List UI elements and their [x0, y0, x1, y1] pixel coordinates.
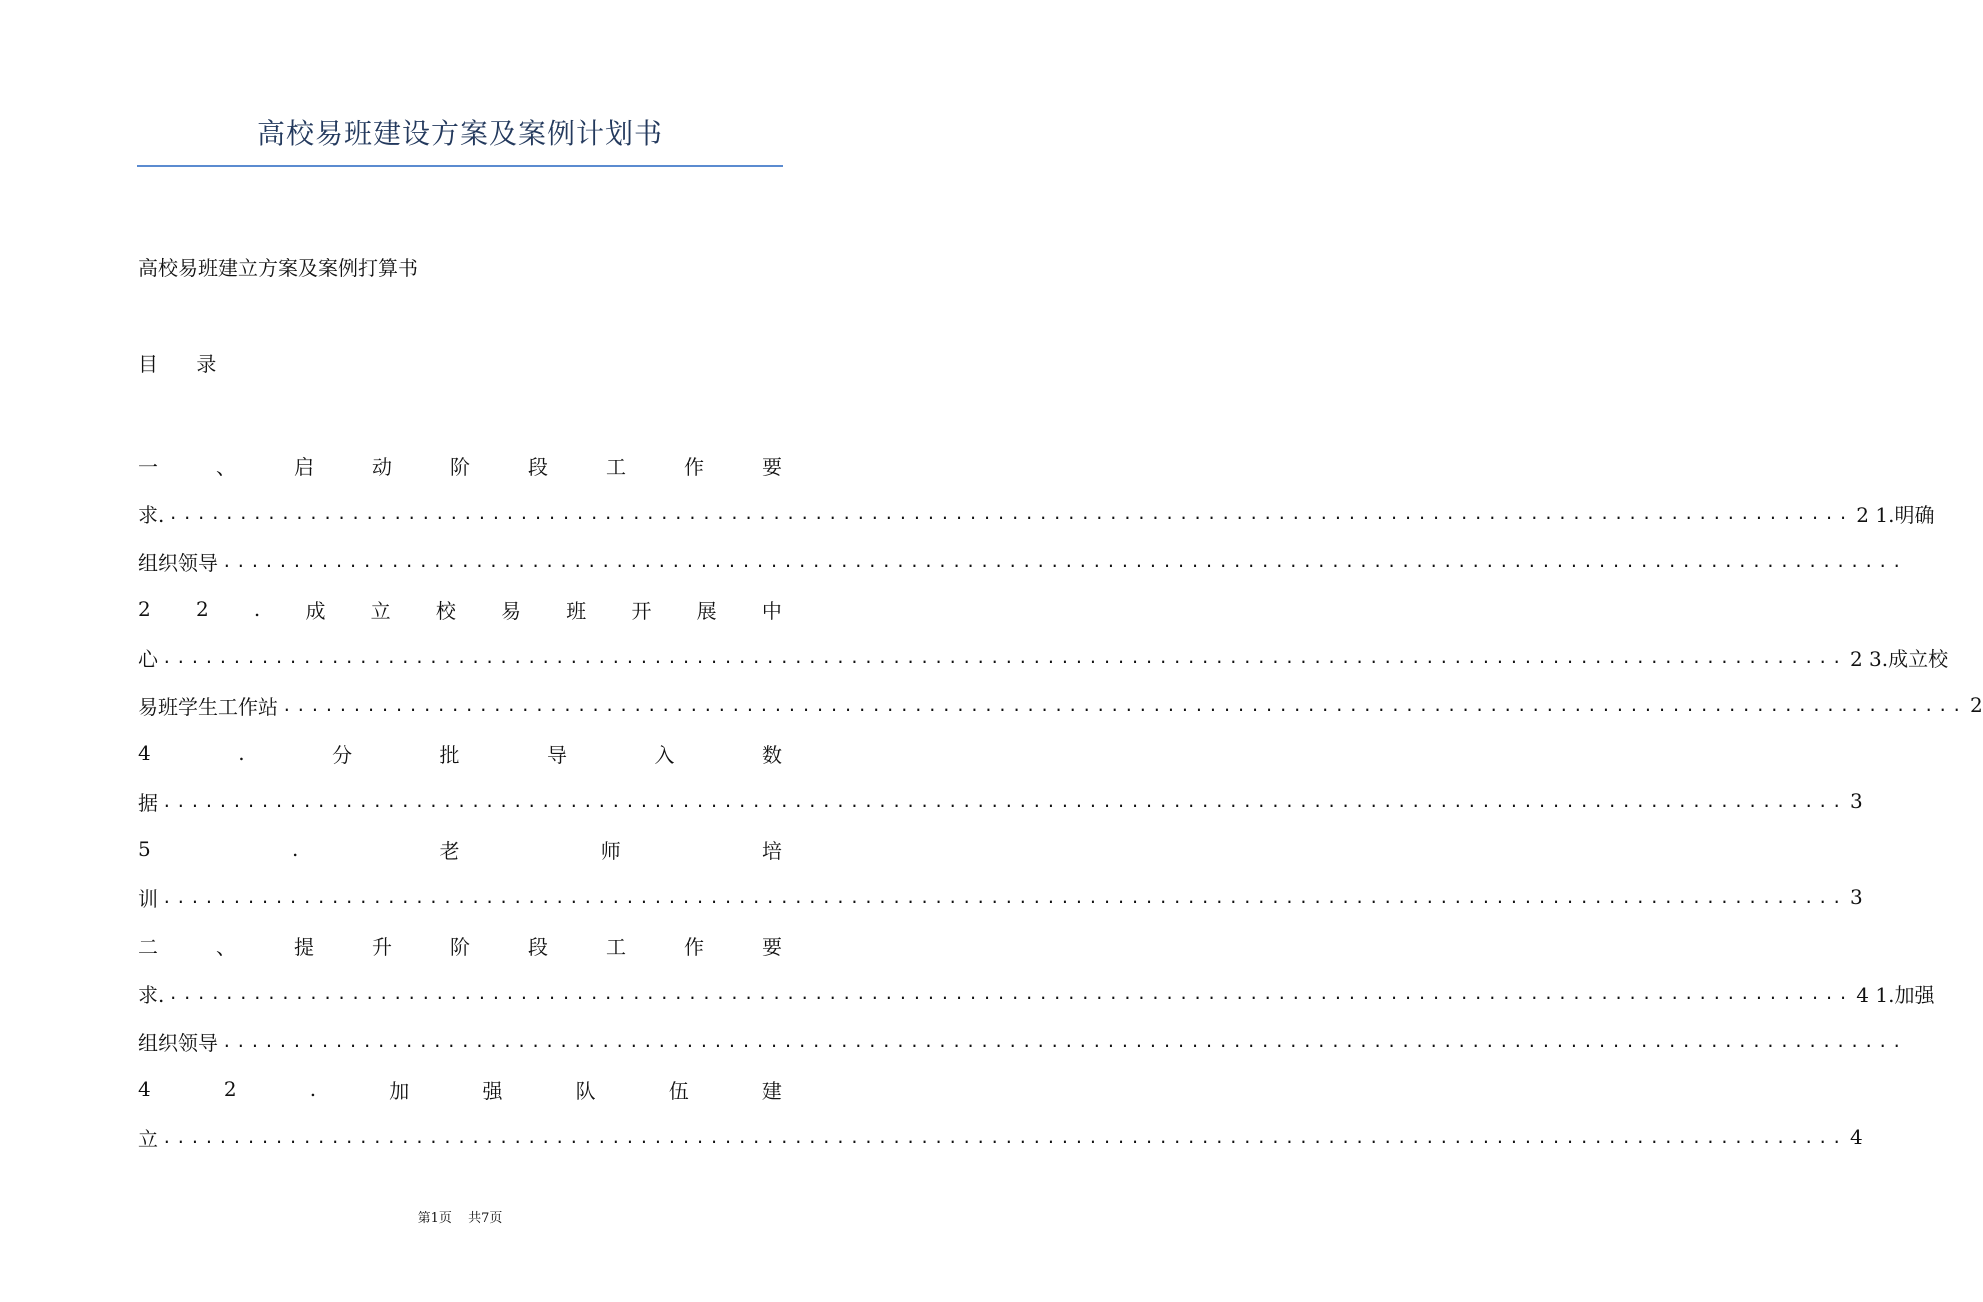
- toc-entry-label: 组织领导: [138, 1030, 218, 1055]
- toc-entry-label: 立: [138, 1126, 158, 1151]
- toc-line: [138, 969, 1935, 1017]
- toc-token: 工: [606, 454, 626, 479]
- toc-token: 队: [575, 1078, 596, 1103]
- toc-entry-label: 求.: [138, 982, 165, 1007]
- toc-entry-label: 组织领导: [138, 550, 218, 575]
- toc-token: 开: [631, 598, 652, 623]
- toc-heading: 目 录: [138, 352, 233, 376]
- toc-token: 分: [332, 742, 353, 767]
- title-divider: [137, 165, 783, 167]
- toc-token: .: [309, 1077, 317, 1101]
- toc-token: 4: [138, 741, 151, 765]
- toc-token: 段: [528, 934, 548, 959]
- toc-token: 校: [435, 598, 456, 623]
- toc-token: 立: [370, 598, 391, 623]
- toc-line: [138, 777, 1863, 825]
- toc-token: 4: [138, 1077, 151, 1101]
- toc-token: 成: [305, 598, 326, 623]
- toc-token: 师: [600, 838, 621, 863]
- toc-entry-page: 4 1.加强: [1856, 982, 1935, 1007]
- dot-leader: ........................................................................................................................: [162, 887, 1846, 907]
- toc-entry-label: 求.: [138, 502, 165, 527]
- toc-line: [138, 681, 1983, 729]
- toc-line: [138, 1017, 1906, 1065]
- toc-entry-page: 3: [1849, 789, 1863, 813]
- toc-token: 5: [138, 837, 151, 861]
- toc-token: 入: [654, 742, 675, 767]
- dot-leader: ........................................................................................................................: [162, 791, 1846, 811]
- toc-token: 2: [138, 597, 151, 621]
- toc-token: 提: [294, 934, 314, 959]
- toc-token: 升: [372, 934, 392, 959]
- toc-line: [138, 873, 1863, 921]
- toc-line: [138, 825, 782, 873]
- toc-line: [138, 489, 1935, 537]
- document-title: 高校易班建设方案及案例计划书: [256, 117, 663, 150]
- toc-entry-page: 3: [1849, 885, 1863, 909]
- toc-token: 作: [684, 934, 704, 959]
- toc-line: [138, 1113, 1863, 1161]
- toc-entry-page: 2 1.明确: [1856, 502, 1935, 527]
- toc-token: 要: [762, 934, 782, 959]
- page-footer: [0, 1207, 920, 1226]
- dot-leader: ........................................................................................................................: [162, 647, 1846, 667]
- toc-token: 、: [216, 934, 236, 959]
- toc-line: [138, 633, 1949, 681]
- toc-entry-label: 据: [138, 790, 158, 815]
- dot-leader: ........................................................................................................................: [222, 551, 1906, 571]
- toc-token: .: [238, 741, 245, 765]
- toc-entry-label: 易班学生工作站: [138, 694, 278, 719]
- toc-token: 易: [501, 598, 522, 623]
- page-total: 共7页: [468, 1211, 503, 1226]
- toc-token: .: [253, 597, 261, 621]
- toc-token: 阶: [450, 454, 470, 479]
- toc-token: 2: [195, 597, 209, 621]
- toc-token: 动: [372, 454, 392, 479]
- toc-token: 加: [389, 1078, 410, 1103]
- toc-token: 要: [762, 454, 782, 479]
- toc-line: [138, 585, 782, 633]
- table-of-contents: [138, 441, 1983, 1161]
- toc-entry-label: 训: [138, 886, 158, 911]
- toc-line: [138, 729, 782, 777]
- toc-token: 启: [294, 454, 314, 479]
- toc-entry-page: 2: [1969, 693, 1983, 717]
- toc-entry-label: 心: [138, 646, 158, 671]
- toc-token: 工: [606, 934, 626, 959]
- toc-entry-page: 4: [1849, 1125, 1863, 1149]
- toc-line: [138, 537, 1906, 585]
- toc-line: [138, 441, 782, 489]
- toc-token: 2: [223, 1077, 237, 1101]
- toc-token: 导: [547, 742, 568, 767]
- dot-leader: ........................................................................................................................: [168, 983, 1853, 1003]
- toc-token: 段: [528, 454, 548, 479]
- toc-line: [138, 1065, 782, 1113]
- toc-token: 批: [439, 742, 460, 767]
- toc-token: .: [291, 837, 299, 861]
- dot-leader: ........................................................................................................................: [162, 1127, 1846, 1147]
- toc-token: 作: [684, 454, 704, 479]
- toc-token: 阶: [450, 934, 470, 959]
- dot-leader: ........................................................................................................................: [222, 1031, 1906, 1051]
- document-subtitle: 高校易班建立方案及案例打算书: [138, 256, 418, 280]
- toc-token: 建: [761, 1078, 782, 1103]
- toc-token: 、: [216, 454, 236, 479]
- toc-token: 培: [761, 838, 782, 863]
- toc-token: 伍: [668, 1078, 689, 1103]
- toc-line: [138, 921, 782, 969]
- toc-token: 强: [482, 1078, 503, 1103]
- toc-token: 中: [761, 598, 782, 623]
- toc-token: 展: [696, 598, 717, 623]
- toc-token: 数: [762, 742, 782, 767]
- toc-token: 一: [138, 454, 158, 479]
- toc-entry-page: 2 3.成立校: [1849, 646, 1949, 671]
- dot-leader: ........................................................................................................................: [168, 503, 1853, 523]
- page-number: 第1页: [417, 1211, 452, 1226]
- toc-token: 班: [566, 598, 587, 623]
- toc-token: 老: [439, 838, 460, 863]
- dot-leader: ........................................................................................................................: [282, 695, 1966, 715]
- toc-token: 二: [138, 934, 158, 959]
